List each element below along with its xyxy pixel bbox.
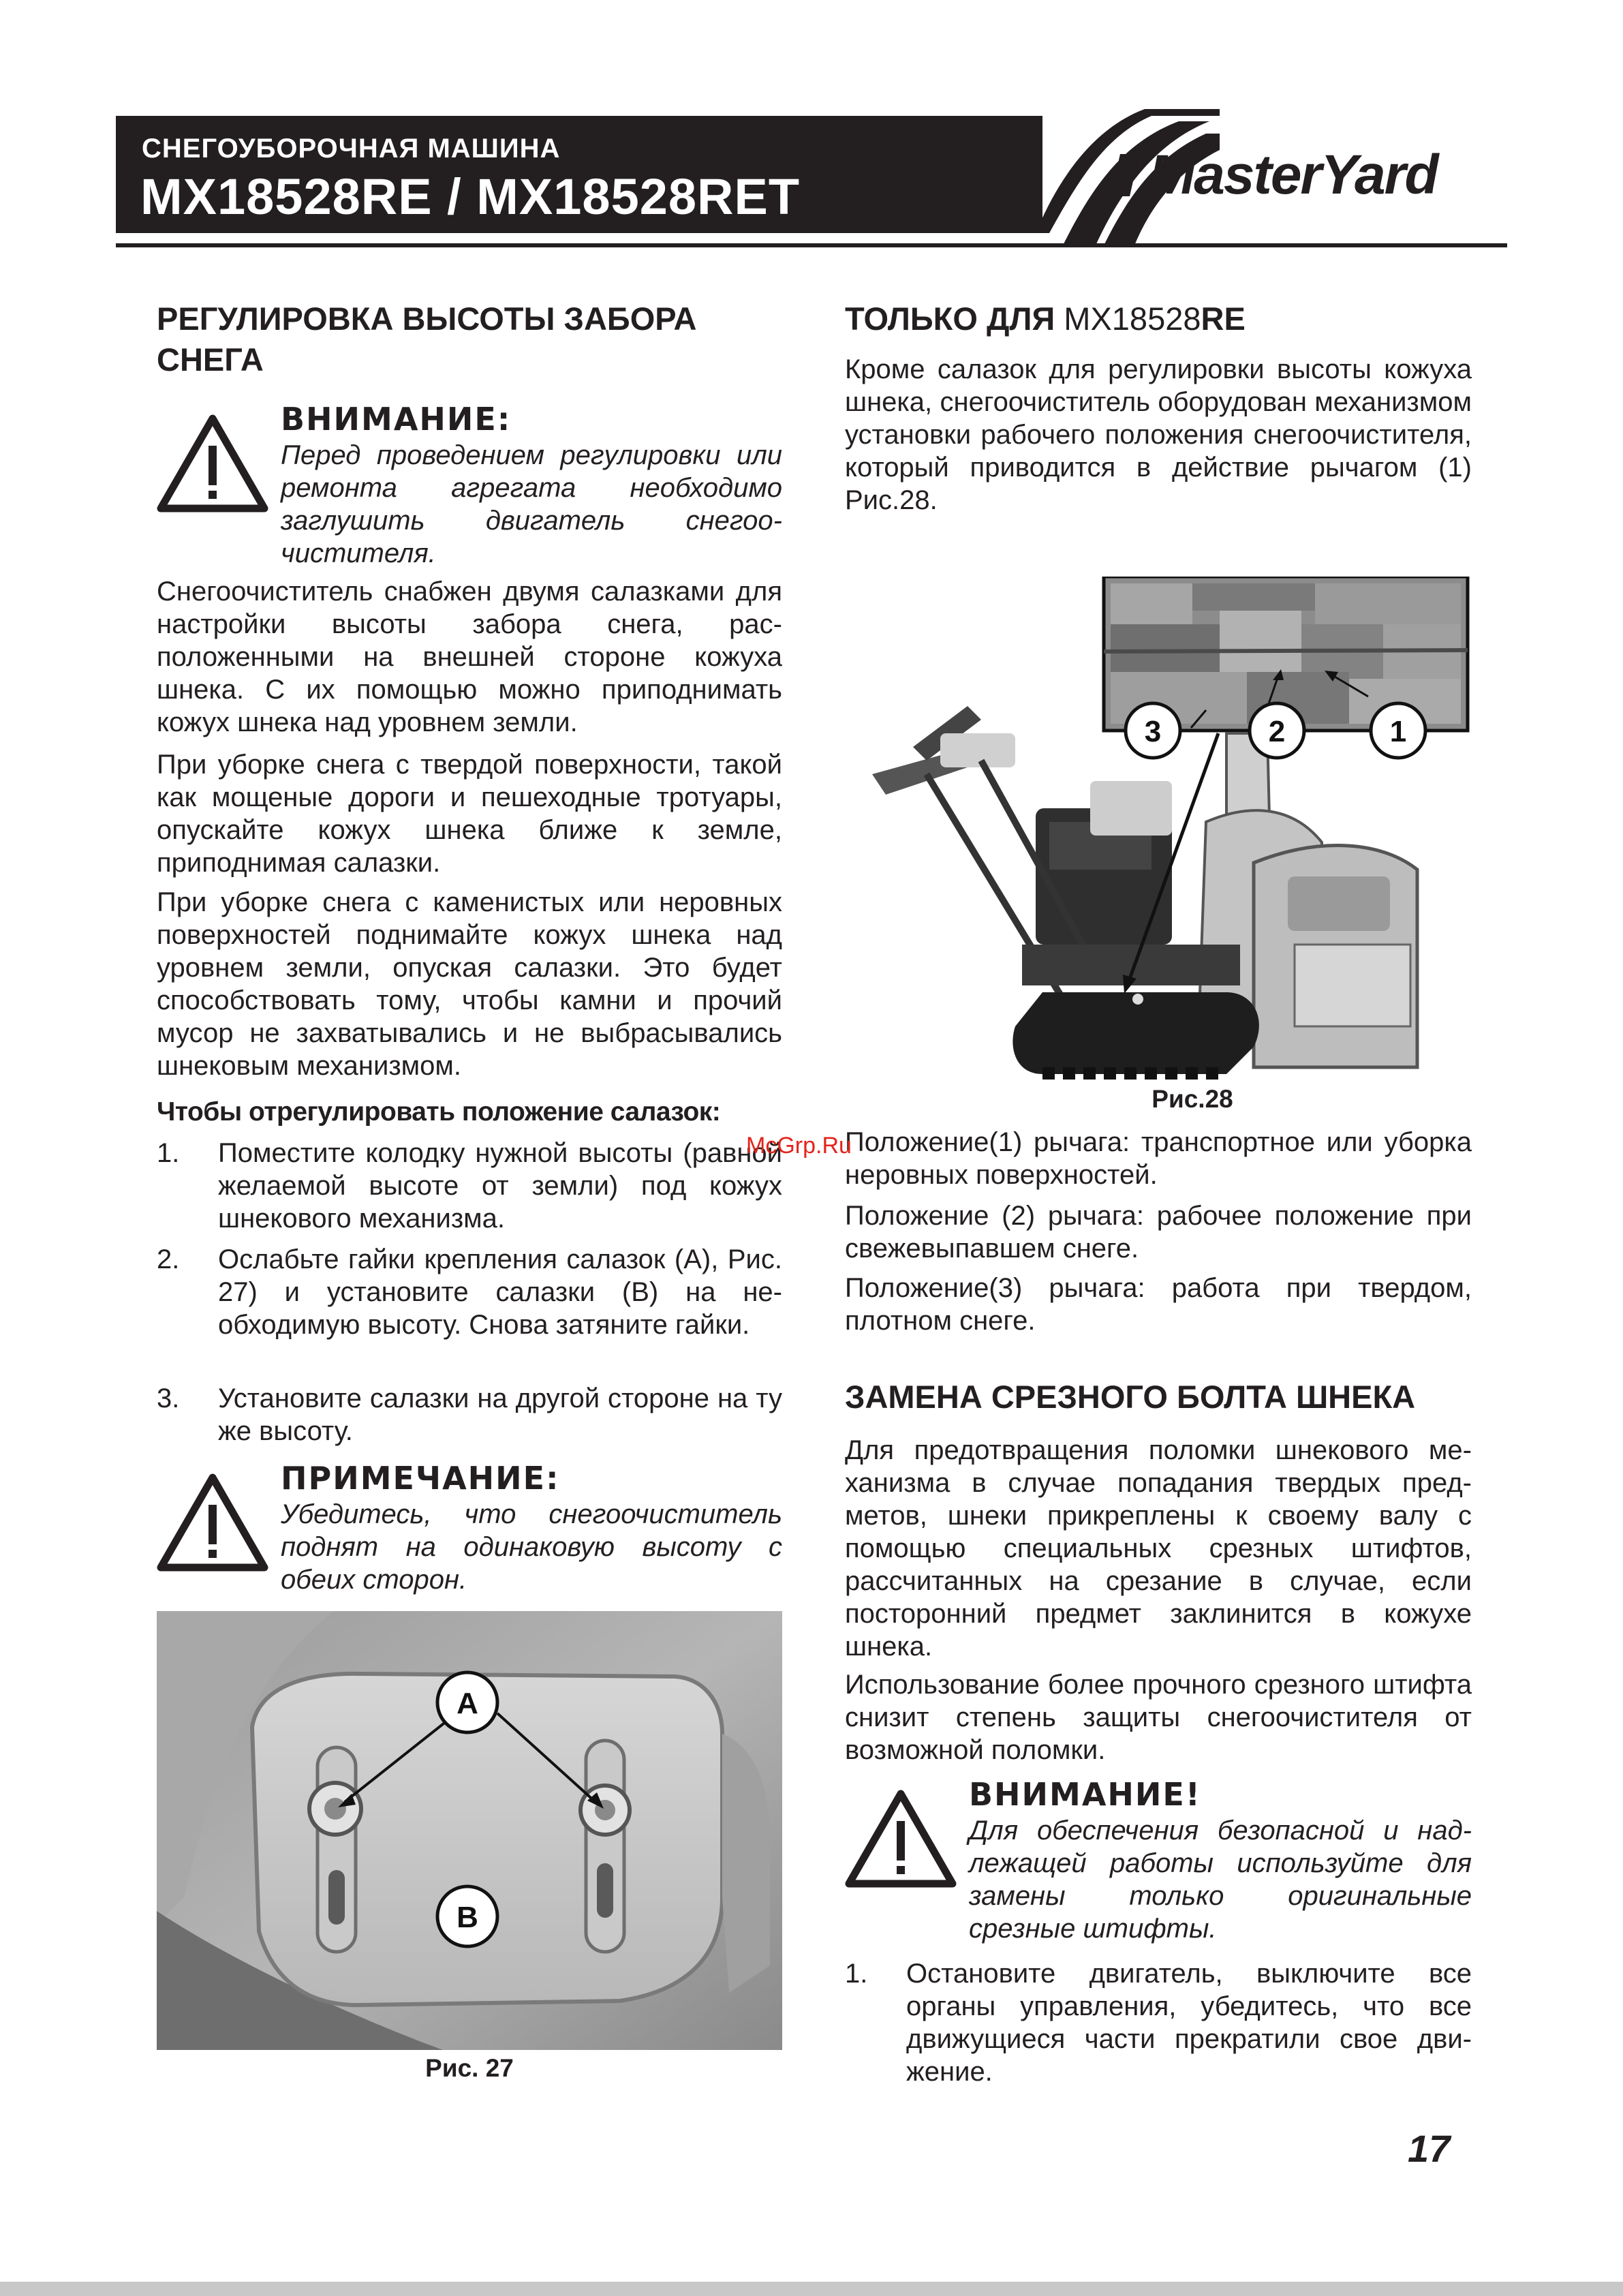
warning-title: ВНИМАНИЕ:	[281, 401, 512, 438]
figure-caption: Рис. 27	[425, 2054, 514, 2082]
section-heading-shear-bolt: ЗАМЕНА СРЕЗНОГО БОЛТА ШНЕКА	[845, 1379, 1416, 1415]
figure-label-2: 2	[1268, 715, 1286, 748]
paragraph: Положение(3) рычага: работа при твердом, плотном снеге.	[845, 1273, 1472, 1336]
figure-label-1: 1	[1389, 715, 1407, 748]
header-rule	[116, 243, 1507, 247]
header-title: MX18528RE / MX18528RET	[140, 168, 801, 225]
paragraph: Положение (2) рычага: рабочее положение при свежевыпавшем снеге.	[845, 1201, 1472, 1264]
warning-block	[845, 1776, 1472, 1953]
list-item: 1. Остановите двигатель, выключите все органы управления, убедитесь, что все движущиеся части прекратили свое движение.	[845, 1959, 1472, 2087]
figure-label-3: 3	[1144, 715, 1162, 748]
watermark-text: McGrp.Ru	[746, 1133, 852, 1159]
warning-text: Для обеспечения безопасной и надлежащей работы используйте для замены только оригинальные срезные штифты.	[969, 1816, 1472, 1944]
header-subtitle: СНЕГОУБОРОЧНАЯ МАШИНА	[142, 134, 561, 164]
warning-title: ВНИМАНИЕ!	[969, 1776, 1201, 1813]
note-text: Убедитесь, что снегоочиститель поднят на одинаковую высоту с обеих сторон.	[281, 1499, 782, 1595]
paragraph: Для предотвращения поломки шнекового механизма в случае попадания твердых предметов, шнеки прикреплены к своему валу с помощью специальных срезных штифтов, рассчитанных на срезание в случае, если посторонний предмет заклинится в кожухе шнека.	[845, 1435, 1472, 1662]
paragraph: При уборке снега с каменистых или неровных поверхностей поднимайте кожух шнека над уровнем земли, опуская салазки. Это будет способствовать тому, чтобы камни и прочий мусор не захватывались и не выбрасывались шнековым механизмом.	[157, 887, 782, 1081]
figure-label-b: B	[457, 1901, 478, 1934]
paragraph: Кроме салазок для регулировки высоты кожуха шнека, снегоочиститель оборудован механизмом установки рабочего положения снегоочистителя, который приводится в действие рычагом (1) Рис.28.	[845, 354, 1472, 515]
paragraph: Положение(1) рычага: транспортное или уборка неровных поверхностей.	[845, 1127, 1472, 1190]
warning-triangle-icon	[157, 414, 268, 512]
note-block	[157, 1460, 782, 1596]
warning-block	[157, 401, 782, 571]
paragraph: Использование более прочного срезного штифта снизит степень защиты снегоочистителя от возможной поломки.	[845, 1670, 1472, 1765]
brand-name: MasterYard	[1149, 144, 1438, 206]
list-item: 2. Ослабьте гайки крепления салазок (A), Рис. 27) и установите салазки (B) на необходимую высоту. Снова затяните гайки.	[157, 1244, 782, 1340]
paragraph: При уборке снега с твердой поверхности, такой как мощеные дороги и пешеходные тротуары, опускайте кожух шнека ближе к земле, приподнимая салазки.	[157, 750, 782, 878]
section-heading-re-only: ТОЛЬКО ДЛЯ MX18528RE	[845, 301, 1246, 337]
note-title: ПРИМЕЧАНИЕ:	[281, 1460, 560, 1497]
warning-triangle-icon	[845, 1790, 957, 1888]
page-number: 17	[1408, 2127, 1451, 2170]
list-item: 1. Поместите колодку нужной высоты (равной желаемой высоте от земли) под кожух шнекового механизма.	[157, 1138, 782, 1234]
warning-triangle-icon	[157, 1473, 268, 1572]
subheading-adjust-skids: Чтобы отрегулировать положение салазок:	[157, 1097, 721, 1127]
warning-text: Перед проведением регулировки или ремонта агрегата необходимо заглушить двигатель снегоочистителя.	[281, 440, 782, 568]
figure-caption: Рис.28	[1151, 1085, 1233, 1113]
paragraph: Снегоочиститель снабжен двумя салазками для настройки высоты забора снега, расположенными на внешней стороне кожуха шнека. С их помощью можно приподнимать кожух шнека над уровнем земли.	[157, 577, 782, 737]
section-heading-snow-height: РЕГУЛИРОВКА ВЫСОТЫ ЗАБОРА СНЕГА	[157, 301, 697, 378]
bottom-edge-strip	[0, 2282, 1623, 2296]
list-item: 3. Установите салазки на другой стороне на ту же высоту.	[157, 1383, 782, 1446]
brand-logo	[1111, 143, 1438, 207]
snowblower-illustration	[872, 706, 1417, 1080]
figure-27-skid-photo	[157, 1611, 782, 2050]
figure-28-snowblower-photo	[845, 577, 1472, 1115]
figure-label-a: A	[457, 1687, 478, 1720]
logo-slash-icon	[1111, 154, 1139, 196]
